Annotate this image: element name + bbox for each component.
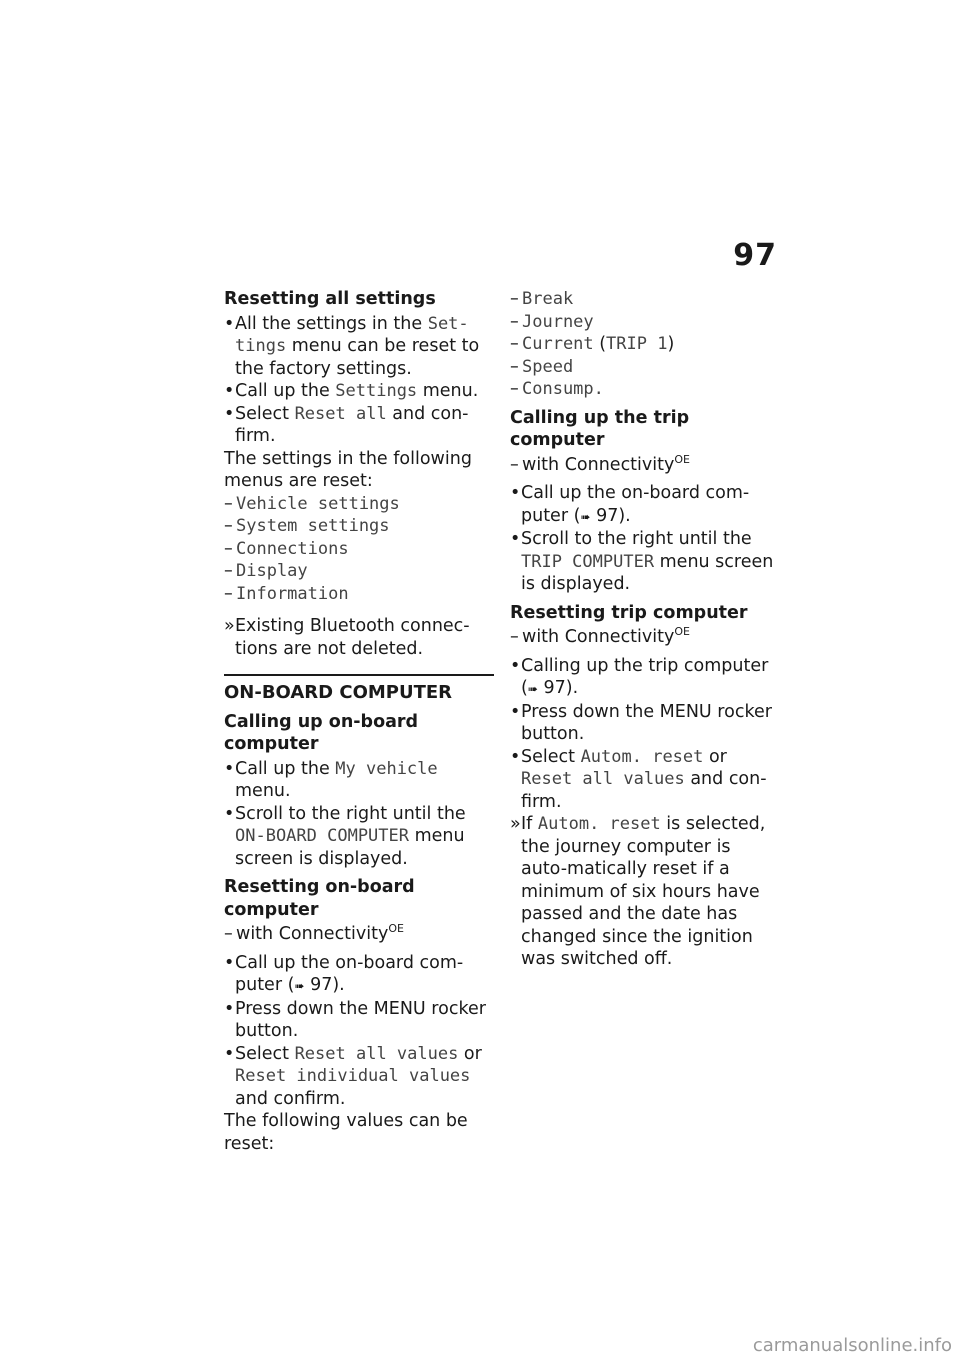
heading-calling-up-trip-computer: Calling up the trip computer [510, 407, 690, 450]
menu-code: Set- tings [235, 313, 469, 356]
dash-item: – Vehicle settings [224, 493, 400, 514]
heading-resetting-obc: Resetting on-board computer [224, 877, 415, 920]
dash-item: – Connections [224, 538, 349, 559]
bullet-item: • Select Reset all and con-firm. [224, 403, 469, 446]
result-note: » Existing Bluetooth connec-tions are not deleted. [224, 616, 470, 659]
menu-code: Autom. reset [537, 814, 661, 834]
page-number: 97 [733, 238, 777, 273]
result-arrow-icon: » [510, 814, 521, 834]
bullet-item: • Call up the My vehicle menu. [224, 758, 438, 801]
section-title: ON-BOARD COMPUTER [224, 682, 453, 703]
dash-item: – Display [224, 561, 308, 581]
equipment-note: – with Connectivity$^{OE}$ [510, 452, 690, 475]
bullet-item: • Call up the on-board com-puter (➠ 97). [224, 952, 464, 995]
dash-item: – Current (TRIP 1) [510, 334, 675, 354]
menu-code: Autom. reset [580, 746, 704, 767]
result-note: » If Autom. reset is selected, the journey computer is auto-matically reset if a minimum of six hours have passed and the date has changed since the ignition was switched off. [510, 814, 766, 969]
heading-calling-up-obc: Calling up on-board computer [224, 711, 419, 754]
heading-resetting-trip-computer: Resetting trip computer [510, 602, 748, 623]
result-arrow-icon: » [224, 616, 235, 636]
menu-code: Reset all values [294, 1043, 459, 1064]
bullet-item: • All the settings in the Set- tings menu can be reset to the factory settings. [224, 313, 480, 379]
dash-item: – Speed [510, 356, 574, 377]
bullet-item: • Select Reset all values or Reset individual values and confirm. [224, 1043, 482, 1109]
right-column [510, 288, 780, 971]
paragraph: The settings in the following menus are reset: [224, 448, 472, 491]
bullet-item: • Press down the MENU rocker button. [510, 701, 772, 744]
page-reference-arrow-icon: ➠ [294, 979, 305, 993]
bullet-item: • Calling up the trip computer (➠ 97). [510, 655, 769, 698]
bullet-item: • Call up the Settings menu. [224, 381, 479, 401]
dash-item: – Consump. [510, 379, 604, 399]
menu-code: My vehicle [335, 758, 438, 779]
section-divider [224, 674, 494, 676]
menu-code: TRIP COMPUTER [521, 551, 655, 572]
bullet-item: • Scroll to the right until the ON-BOARD COMPUTER menu screen is displayed. [224, 803, 466, 869]
page-reference-arrow-icon: ➠ [580, 509, 591, 524]
heading-resetting-all-settings: Resetting all settings [224, 289, 436, 309]
page-reference: 97 [543, 678, 566, 698]
page-reference: 97 [596, 505, 619, 526]
equipment-note: – with Connectivity$^{OE}$ [510, 625, 690, 647]
left-column [224, 288, 494, 1155]
paragraph: The following values can be reset: [224, 1111, 468, 1154]
dash-item: – Information [224, 583, 349, 604]
equipment-note: – with Connectivity$^{OE}$ [224, 922, 404, 944]
page-reference-arrow-icon: ➠ [527, 682, 538, 696]
menu-code: ON-BOARD COMPUTER [235, 826, 409, 846]
watermark-footer: carmanualsonline.info [752, 1335, 952, 1356]
bullet-item: • Press down the MENU rocker button. [224, 998, 486, 1041]
bullet-item: • Call up the on-board com-puter (➠ 97). [510, 483, 750, 526]
page-reference: 97 [310, 975, 333, 995]
dash-item: – Journey [510, 311, 594, 332]
menu-code: Settings [335, 381, 418, 401]
menu-code: Reset all values [521, 769, 685, 789]
bullet-item: • Scroll to the right until the TRIP COMPUTER menu screen is displayed. [510, 529, 774, 594]
bullet-item: • Select Autom. reset or Reset all values and con-firm. [510, 746, 767, 812]
menu-code: Reset all [294, 403, 387, 424]
dash-item: – System settings [224, 516, 390, 536]
menu-code: Reset individual values [235, 1066, 471, 1086]
dash-item: – Break [510, 289, 574, 309]
